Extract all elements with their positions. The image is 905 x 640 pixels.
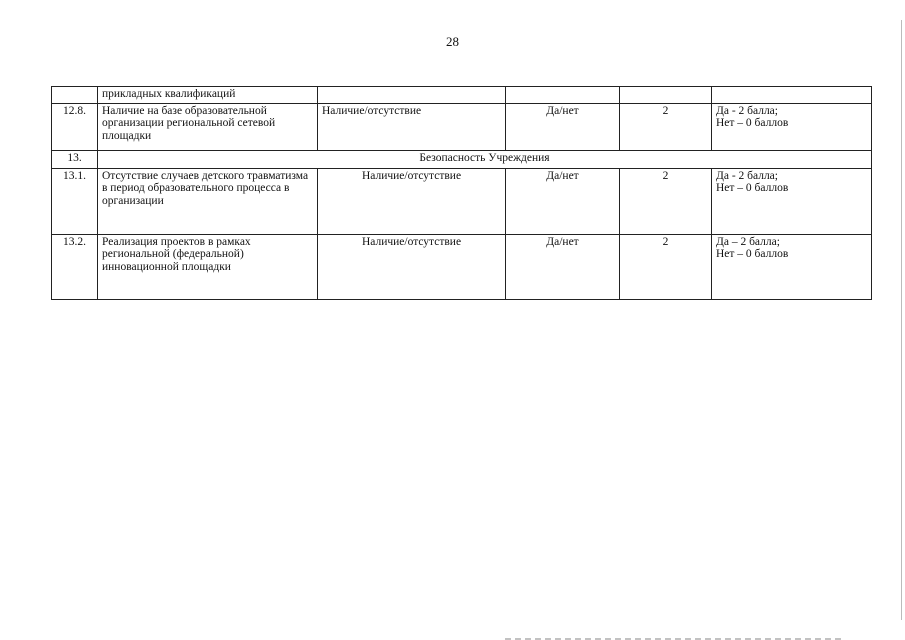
score-cell [620,87,712,104]
page-number: 28 [446,34,459,49]
scan-edge-mark [901,20,902,620]
criterion-name: Реализация проектов в рамках региональной (федеральной) инновационной площадки [98,234,318,299]
criterion-name: Отсутствие случаев детского травматизма в период образовательного процесса в организации [98,168,318,234]
indicator-cell [318,87,506,104]
section-number: 13. [52,150,98,168]
section-title: Безопасность Учреждения [98,150,872,168]
score-cell: 2 [620,168,712,234]
criteria-cell: Да – 2 балла; Нет – 0 баллов [712,234,872,299]
value-cell [506,87,620,104]
criteria-cell: Да - 2 балла; Нет – 0 баллов [712,103,872,150]
indicator-cell: Наличие/отсутствие [318,168,506,234]
table-row [52,103,872,150]
value-cell: Да/нет [506,103,620,150]
score-cell: 2 [620,103,712,150]
criteria-cell [712,87,872,104]
row-number: 12.8. [52,103,98,150]
row-number: 13.2. [52,234,98,299]
value-cell: Да/нет [506,234,620,299]
table-row [52,234,872,299]
criteria-table [51,86,872,300]
table-row [52,168,872,234]
indicator-cell: Наличие/отсутствие [318,234,506,299]
value-cell: Да/нет [506,168,620,234]
section-row [52,150,872,168]
table-row [52,87,872,104]
criterion-name: прикладных квалификаций [98,87,318,104]
criterion-name: Наличие на базе образовательной организации региональной сетевой площадки [98,103,318,150]
row-number [52,87,98,104]
score-cell: 2 [620,234,712,299]
criteria-cell: Да - 2 балла; Нет – 0 баллов [712,168,872,234]
row-number: 13.1. [52,168,98,234]
indicator-cell: Наличие/отсутствие [318,103,506,150]
